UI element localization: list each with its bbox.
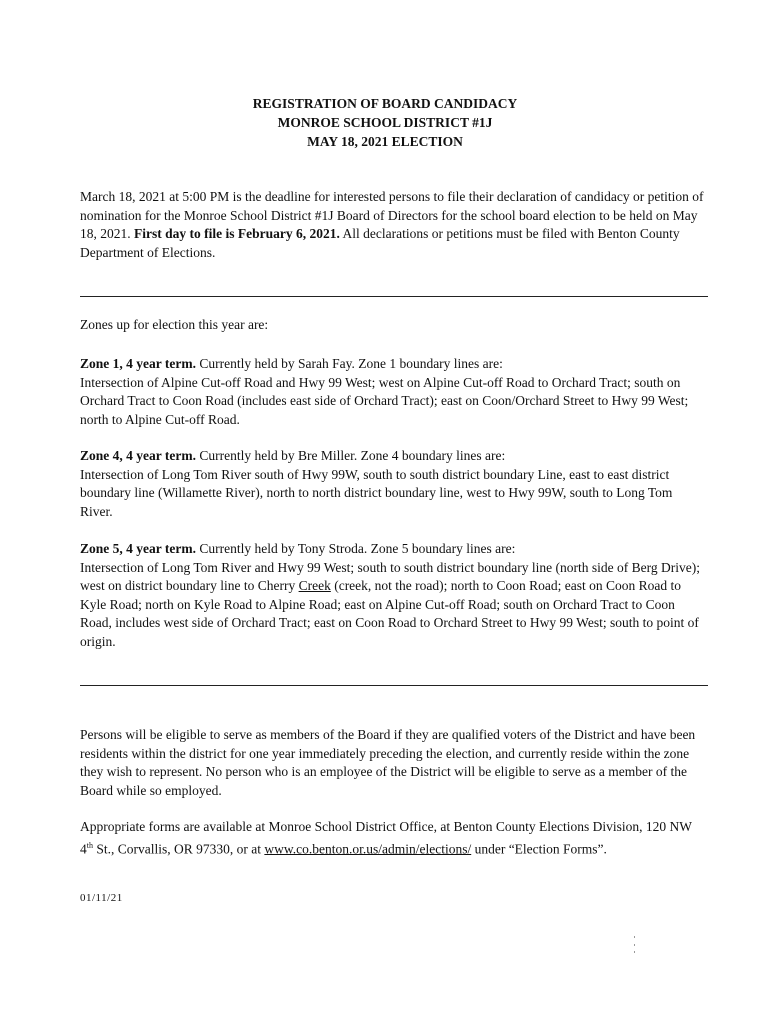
creek-underlined: Creek: [298, 578, 331, 594]
zone-5-description-end: (creek, not the road); north to Coon Road; east on Coon Road to Kyle Road; north on Kyle Road to Alpine Road; east on Alpine Cut-off Road; south on Orchard Tract to Coon Road, includes west side of Orchard Tract; east on Coon Road to Orchard Street to Hwy 99 West; south to point of origin.: [80, 578, 699, 649]
footer-date: 01/11/21: [80, 892, 123, 904]
zone-4-heading: Zone 4, 4 year term.: [80, 448, 196, 463]
forms-text-middle: St., Corvallis, OR 97330, or at: [92, 841, 261, 857]
intro-paragraph: [80, 188, 708, 262]
zone-4-block: [80, 447, 708, 521]
zone-5-heading: Zone 5, 4 year term.: [80, 541, 196, 556]
title-line-2: MONROE SCHOOL DISTRICT #1J: [277, 115, 493, 130]
zone-1-heading: Zone 1, 4 year term.: [80, 356, 196, 371]
zone-4-description: Intersection of Long Tom River south of Hwy 99W, south to south district boundary Line, east to east district boundary line (Willamette River), north to north district boundary line, west to Hwy 99W, south to Long Tom River.: [80, 466, 673, 519]
divider: [80, 685, 708, 686]
forms-text: Appropriate forms are available at Monroe School District Office, at Benton County Elections Division, 120 NW 4: [80, 819, 692, 857]
zone-5-description: Intersection of Long Tom River and Hwy 99 West; south to south district boundary line (north side of Berg Drive); west on district boundary line to Cherry: [80, 559, 700, 594]
elections-link[interactable]: www.co.benton.or.us/admin/elections/: [264, 841, 472, 857]
zone-5-block: [80, 540, 708, 652]
zone-5-summary: Currently held by Tony Stroda. Zone 5 boundary lines are:: [199, 541, 516, 556]
zone-4-summary: Currently held by Bre Miller. Zone 4 boundary lines are:: [199, 448, 506, 463]
zone-1-block: [80, 355, 708, 429]
title-line-1: REGISTRATION OF BOARD CANDIDACY: [252, 96, 518, 111]
forms-text-after: under “Election Forms”.: [474, 841, 607, 857]
eligibility-paragraph: Persons will be eligible to serve as members of the Board if they are qualified voters of the District and have been residents within the district for one year immediately preceding the election, and currently reside within the zone they wish to represent. No person who is an employee of the District will be eligible to serve as a member of the Board while so employed.: [80, 727, 696, 798]
zones-intro: Zones up for election this year are:: [80, 317, 269, 332]
scan-specks: [634, 936, 636, 954]
superscript-th: th: [86, 840, 93, 850]
title-line-3: MAY 18, 2021 ELECTION: [307, 134, 463, 149]
zone-1-summary: Currently held by Sarah Fay. Zone 1 boundary lines are:: [199, 356, 503, 371]
intro-text-after: All declarations or petitions must be filed with Benton County Department of Elections.: [80, 226, 680, 260]
intro-text: March 18, 2021 at 5:00 PM is the deadline for interested persons to file their declaration of candidacy or petition of nomination for the Monroe School District #1J Board of Directors for the school board election to be held on May 18, 2021.: [80, 189, 704, 242]
document-title: [0, 94, 770, 151]
forms-paragraph: [80, 818, 708, 859]
first-day-to-file: First day to file is February 6, 2021.: [134, 226, 340, 242]
zone-1-description: Intersection of Alpine Cut-off Road and Hwy 99 West; west on Alpine Cut-off Road to Orchard Tract; south on Orchard Tract to Coon Road (includes east side of Orchard Tract); east on Coon/Orchard Street to Hwy 99 West; north to Alpine Cut-off Road.: [80, 374, 689, 427]
divider: [80, 296, 708, 297]
